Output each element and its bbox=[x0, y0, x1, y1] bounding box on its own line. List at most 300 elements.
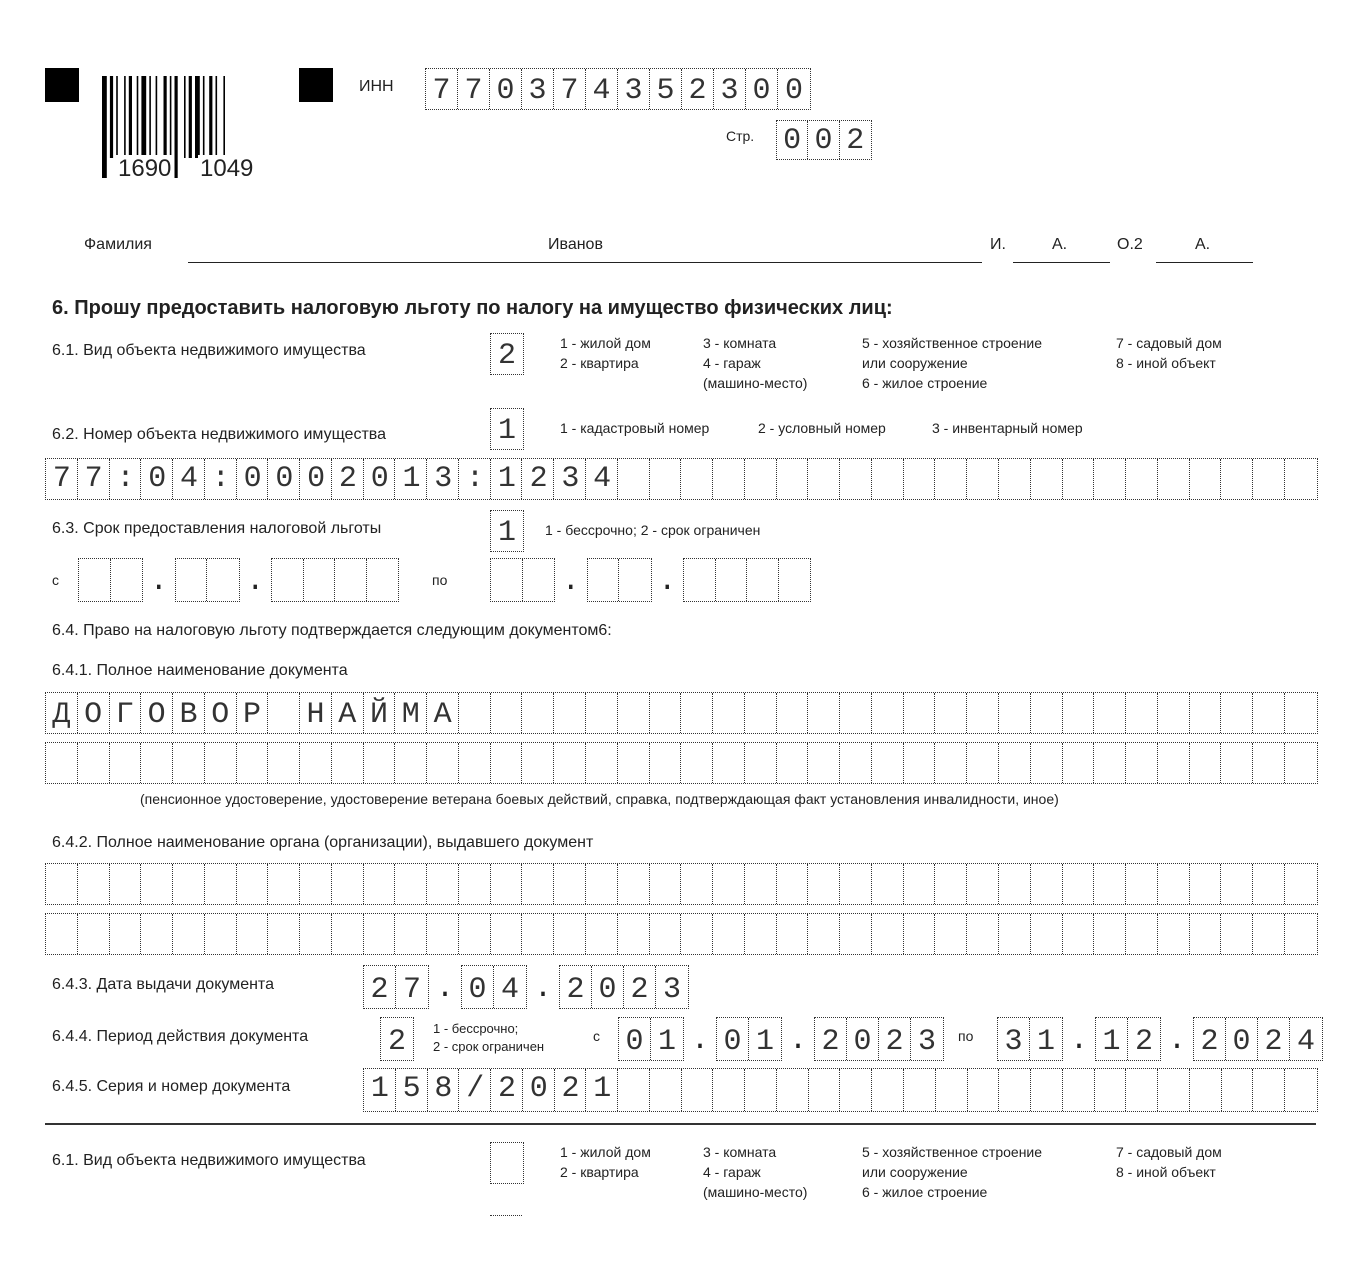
char-cell[interactable] bbox=[904, 693, 936, 733]
char-cell[interactable]: 0 bbox=[784, 74, 803, 108]
char-cell[interactable] bbox=[777, 1069, 809, 1111]
char-cell[interactable] bbox=[872, 459, 904, 499]
char-cell[interactable]: 4 bbox=[586, 69, 618, 109]
char-cell[interactable] bbox=[364, 914, 396, 954]
char-cell[interactable] bbox=[522, 914, 554, 954]
char-cell[interactable] bbox=[1158, 864, 1190, 904]
char-cell[interactable]: 7 bbox=[554, 69, 586, 109]
char-cell[interactable] bbox=[1190, 864, 1222, 904]
char-cell[interactable]: 2 bbox=[1134, 1025, 1153, 1059]
char-cell[interactable]: 2 bbox=[682, 69, 714, 109]
char-cell[interactable] bbox=[808, 693, 840, 733]
char-cell[interactable]: 2 bbox=[815, 1018, 847, 1060]
char-cell[interactable] bbox=[1253, 914, 1285, 954]
char-cell[interactable] bbox=[173, 743, 205, 783]
char-cell[interactable]: О bbox=[205, 693, 237, 733]
char-cell[interactable] bbox=[1158, 1069, 1190, 1111]
s644-options: 1 - бессрочно; 2 - срок ограничен bbox=[433, 1021, 545, 1054]
barcode-bar bbox=[189, 76, 192, 158]
char-cell[interactable] bbox=[1094, 864, 1126, 904]
char-cell[interactable] bbox=[650, 743, 682, 783]
s644-label: 6.4.4. Период действия документа bbox=[52, 1028, 309, 1045]
char-cell[interactable] bbox=[46, 914, 78, 954]
char-cell[interactable] bbox=[1031, 693, 1063, 733]
char-cell[interactable] bbox=[809, 1069, 841, 1111]
char-cell[interactable] bbox=[1031, 459, 1063, 499]
char-cell[interactable] bbox=[554, 864, 586, 904]
char-cell[interactable] bbox=[935, 459, 967, 499]
char-cell[interactable] bbox=[176, 559, 208, 601]
char-cell[interactable] bbox=[1031, 914, 1063, 954]
char-cell[interactable] bbox=[1221, 864, 1253, 904]
char-cell[interactable] bbox=[237, 743, 269, 783]
char-cell[interactable] bbox=[332, 864, 364, 904]
char-cell[interactable] bbox=[935, 864, 967, 904]
char-cell[interactable] bbox=[1222, 1069, 1254, 1111]
char-cell[interactable] bbox=[1063, 693, 1095, 733]
char-cell[interactable]: 4 bbox=[1296, 1025, 1315, 1059]
char-cell[interactable]: 1 bbox=[657, 1025, 676, 1059]
char-cell[interactable] bbox=[681, 864, 713, 904]
char-cell[interactable] bbox=[78, 743, 110, 783]
char-cell[interactable] bbox=[904, 743, 936, 783]
char-cell[interactable] bbox=[713, 864, 745, 904]
char-cell[interactable] bbox=[808, 459, 840, 499]
char-cell[interactable]: 0 bbox=[1226, 1018, 1258, 1060]
char-cell[interactable]: 0 bbox=[847, 1018, 879, 1060]
char-cell[interactable] bbox=[1190, 1069, 1222, 1111]
s641-line2-field[interactable] bbox=[45, 742, 1318, 784]
char-cell[interactable] bbox=[777, 864, 809, 904]
s643-date-field[interactable] bbox=[363, 965, 689, 1009]
char-cell[interactable] bbox=[872, 743, 904, 783]
char-cell[interactable] bbox=[904, 914, 936, 954]
char-cell[interactable] bbox=[999, 1069, 1031, 1111]
char-cell[interactable] bbox=[332, 743, 364, 783]
char-cell[interactable] bbox=[682, 1069, 714, 1111]
char-cell[interactable] bbox=[840, 743, 872, 783]
char-cell[interactable] bbox=[1285, 1069, 1317, 1111]
char-cell[interactable] bbox=[268, 743, 300, 783]
char-cell[interactable] bbox=[777, 459, 809, 499]
char-cell[interactable]: 0 bbox=[717, 1018, 749, 1060]
char-cell[interactable] bbox=[1094, 459, 1126, 499]
char-cell[interactable] bbox=[1126, 864, 1158, 904]
char-cell[interactable] bbox=[967, 864, 999, 904]
char-cell[interactable]: 2 bbox=[624, 966, 656, 1008]
char-cell[interactable]: Й bbox=[364, 693, 396, 733]
s63-from-date-field[interactable] bbox=[78, 558, 399, 602]
char-cell[interactable]: 3 bbox=[662, 973, 681, 1007]
char-cell[interactable] bbox=[650, 459, 682, 499]
char-cell[interactable] bbox=[1031, 864, 1063, 904]
char-cell[interactable] bbox=[1063, 459, 1095, 499]
char-cell[interactable] bbox=[304, 559, 336, 601]
char-cell[interactable] bbox=[300, 743, 332, 783]
char-cell[interactable] bbox=[1126, 743, 1158, 783]
char-cell[interactable] bbox=[618, 743, 650, 783]
s642-line2-field[interactable] bbox=[45, 913, 1318, 955]
char-cell[interactable] bbox=[586, 693, 618, 733]
s644-field[interactable] bbox=[380, 1017, 414, 1061]
char-cell[interactable] bbox=[205, 914, 237, 954]
char-cell[interactable] bbox=[999, 693, 1031, 733]
cadastral-number-field[interactable] bbox=[45, 458, 1318, 500]
char-cell[interactable] bbox=[586, 864, 618, 904]
char-cell[interactable] bbox=[872, 693, 904, 733]
s641-line1-field[interactable] bbox=[45, 692, 1318, 734]
char-cell[interactable] bbox=[78, 864, 110, 904]
char-cell[interactable] bbox=[713, 743, 745, 783]
char-cell[interactable]: М bbox=[395, 693, 427, 733]
char-cell[interactable]: 2 bbox=[1194, 1018, 1226, 1060]
char-cell[interactable]: 0 bbox=[746, 69, 778, 109]
char-cell[interactable] bbox=[205, 743, 237, 783]
char-cell[interactable] bbox=[808, 914, 840, 954]
char-cell[interactable]: В bbox=[173, 693, 205, 733]
char-cell[interactable] bbox=[840, 693, 872, 733]
char-cell[interactable] bbox=[491, 914, 523, 954]
char-cell[interactable]: 0 bbox=[490, 69, 522, 109]
char-cell[interactable] bbox=[808, 743, 840, 783]
char-cell[interactable] bbox=[427, 864, 459, 904]
char-cell[interactable] bbox=[745, 459, 777, 499]
char-cell[interactable] bbox=[205, 864, 237, 904]
char-cell[interactable] bbox=[459, 914, 491, 954]
char-cell[interactable] bbox=[1253, 459, 1285, 499]
char-cell[interactable] bbox=[1190, 693, 1222, 733]
char-cell[interactable]: 0 bbox=[592, 966, 624, 1008]
char-cell[interactable] bbox=[968, 1069, 1000, 1111]
char-cell[interactable] bbox=[967, 914, 999, 954]
char-cell[interactable] bbox=[872, 914, 904, 954]
s63-field[interactable] bbox=[490, 510, 524, 552]
char-cell[interactable] bbox=[650, 1069, 682, 1111]
char-cell[interactable]: 3 bbox=[714, 69, 746, 109]
char-cell[interactable] bbox=[777, 743, 809, 783]
char-cell[interactable] bbox=[1094, 914, 1126, 954]
initial-1-value[interactable]: А. bbox=[1052, 236, 1068, 253]
char-cell[interactable] bbox=[904, 459, 936, 499]
char-cell[interactable]: 0 bbox=[777, 121, 808, 159]
char-cell[interactable] bbox=[1063, 864, 1095, 904]
char-cell[interactable]: 2 bbox=[364, 966, 396, 1008]
char-cell[interactable] bbox=[1063, 914, 1095, 954]
char-cell[interactable]: 1 bbox=[497, 516, 516, 550]
char-cell[interactable] bbox=[1253, 693, 1285, 733]
char-cell[interactable]: 2 bbox=[560, 966, 592, 1008]
char-cell[interactable] bbox=[650, 864, 682, 904]
char-cell[interactable] bbox=[554, 743, 586, 783]
char-cell[interactable] bbox=[779, 559, 811, 601]
char-cell[interactable] bbox=[1158, 743, 1190, 783]
surname-label: Фамилия bbox=[84, 236, 152, 253]
char-cell[interactable]: 3 bbox=[618, 69, 650, 109]
char-cell[interactable]: 3 bbox=[998, 1018, 1030, 1060]
char-cell[interactable]: 5 bbox=[650, 69, 682, 109]
char-cell[interactable] bbox=[586, 914, 618, 954]
char-cell[interactable] bbox=[872, 1069, 904, 1111]
char-cell[interactable] bbox=[777, 693, 809, 733]
barcode-bar bbox=[223, 76, 225, 158]
char-cell[interactable] bbox=[618, 864, 650, 904]
char-cell[interactable] bbox=[268, 693, 300, 733]
char-cell[interactable]: 2 bbox=[879, 1018, 911, 1060]
char-cell[interactable]: 0 bbox=[462, 966, 494, 1008]
char-cell[interactable] bbox=[1221, 459, 1253, 499]
char-cell[interactable] bbox=[110, 914, 142, 954]
char-cell[interactable] bbox=[840, 459, 872, 499]
char-cell[interactable] bbox=[141, 743, 173, 783]
char-cell[interactable] bbox=[1126, 693, 1158, 733]
char-cell[interactable] bbox=[364, 743, 396, 783]
char-cell[interactable]: 1 bbox=[497, 414, 516, 448]
char-cell[interactable] bbox=[872, 864, 904, 904]
char-cell[interactable] bbox=[491, 1143, 523, 1183]
char-cell[interactable] bbox=[745, 1069, 777, 1111]
char-cell[interactable] bbox=[745, 914, 777, 954]
char-cell[interactable] bbox=[1094, 693, 1126, 733]
char-cell[interactable] bbox=[237, 864, 269, 904]
char-cell[interactable] bbox=[904, 864, 936, 904]
s642-line1-field[interactable] bbox=[45, 863, 1318, 905]
char-cell[interactable] bbox=[554, 693, 586, 733]
char-cell[interactable] bbox=[78, 914, 110, 954]
char-cell[interactable]: 7 bbox=[426, 69, 458, 109]
char-cell[interactable] bbox=[808, 864, 840, 904]
char-cell[interactable]: Д bbox=[46, 693, 78, 733]
char-cell[interactable] bbox=[1221, 743, 1253, 783]
char-cell[interactable] bbox=[1063, 1069, 1095, 1111]
char-cell[interactable]: О bbox=[78, 693, 110, 733]
char-cell[interactable]: А bbox=[332, 693, 364, 733]
char-cell[interactable] bbox=[554, 914, 586, 954]
char-cell[interactable] bbox=[684, 559, 716, 601]
char-cell[interactable] bbox=[427, 914, 459, 954]
char-cell[interactable] bbox=[619, 559, 651, 601]
char-cell[interactable]: 2 bbox=[846, 124, 865, 158]
char-cell[interactable] bbox=[272, 559, 304, 601]
char-cell[interactable] bbox=[713, 914, 745, 954]
char-cell[interactable] bbox=[650, 914, 682, 954]
char-cell[interactable] bbox=[1221, 693, 1253, 733]
char-cell[interactable] bbox=[999, 864, 1031, 904]
s61b-field[interactable] bbox=[490, 1142, 524, 1184]
char-cell[interactable] bbox=[207, 559, 239, 601]
char-cell[interactable] bbox=[268, 864, 300, 904]
char-cell[interactable] bbox=[618, 693, 650, 733]
date-separator: . bbox=[1069, 1024, 1088, 1058]
char-cell[interactable] bbox=[1190, 743, 1222, 783]
char-cell[interactable] bbox=[110, 743, 142, 783]
char-cell[interactable]: 0 bbox=[619, 1018, 651, 1060]
char-cell[interactable]: 2 bbox=[387, 1025, 406, 1059]
char-cell[interactable] bbox=[967, 459, 999, 499]
char-cell[interactable] bbox=[681, 914, 713, 954]
char-cell[interactable] bbox=[1094, 743, 1126, 783]
char-cell[interactable] bbox=[777, 914, 809, 954]
char-cell[interactable] bbox=[840, 914, 872, 954]
char-cell[interactable]: О bbox=[141, 693, 173, 733]
char-cell[interactable] bbox=[173, 864, 205, 904]
char-cell[interactable] bbox=[936, 1069, 968, 1111]
initial-2-underline bbox=[1156, 262, 1253, 263]
char-cell[interactable] bbox=[523, 559, 555, 601]
char-cell[interactable] bbox=[681, 459, 713, 499]
char-cell[interactable] bbox=[491, 559, 523, 601]
char-cell[interactable] bbox=[491, 743, 523, 783]
char-cell[interactable] bbox=[745, 693, 777, 733]
char-cell[interactable] bbox=[522, 693, 554, 733]
char-cell[interactable] bbox=[110, 864, 142, 904]
char-cell[interactable] bbox=[586, 743, 618, 783]
char-cell[interactable] bbox=[1126, 914, 1158, 954]
char-cell[interactable] bbox=[935, 743, 967, 783]
char-cell[interactable] bbox=[522, 864, 554, 904]
char-cell[interactable] bbox=[935, 693, 967, 733]
char-cell[interactable] bbox=[395, 864, 427, 904]
char-cell[interactable] bbox=[1253, 1069, 1285, 1111]
char-cell[interactable]: 3 bbox=[522, 69, 554, 109]
s644-to-date-field[interactable] bbox=[997, 1017, 1323, 1061]
char-cell[interactable] bbox=[395, 743, 427, 783]
char-cell[interactable]: А bbox=[427, 693, 459, 733]
page-field[interactable] bbox=[776, 120, 872, 160]
char-cell[interactable] bbox=[1285, 459, 1317, 499]
char-cell[interactable]: Г bbox=[110, 693, 142, 733]
char-cell[interactable] bbox=[173, 914, 205, 954]
char-cell[interactable]: 1 bbox=[1096, 1018, 1128, 1060]
char-cell[interactable] bbox=[904, 1069, 936, 1111]
char-cell[interactable] bbox=[1158, 914, 1190, 954]
char-cell[interactable] bbox=[1253, 864, 1285, 904]
char-cell[interactable] bbox=[522, 743, 554, 783]
char-cell[interactable] bbox=[46, 743, 78, 783]
s644-from-date-field[interactable] bbox=[618, 1017, 944, 1061]
char-cell[interactable]: 1 bbox=[755, 1025, 774, 1059]
char-cell[interactable] bbox=[300, 864, 332, 904]
s61-field[interactable] bbox=[490, 333, 524, 375]
char-cell[interactable]: 1 bbox=[1036, 1025, 1055, 1059]
char-cell[interactable] bbox=[332, 914, 364, 954]
char-cell[interactable] bbox=[713, 1069, 745, 1111]
char-cell[interactable] bbox=[141, 864, 173, 904]
date-separator: . bbox=[533, 972, 552, 1006]
char-cell[interactable] bbox=[268, 914, 300, 954]
char-cell[interactable] bbox=[1158, 693, 1190, 733]
char-cell[interactable] bbox=[999, 743, 1031, 783]
char-cell[interactable] bbox=[459, 743, 491, 783]
char-cell[interactable] bbox=[1158, 459, 1190, 499]
inn-field[interactable] bbox=[425, 68, 811, 110]
s63-to-date-field[interactable] bbox=[490, 558, 811, 602]
char-cell[interactable] bbox=[1190, 914, 1222, 954]
s61b-options-col4: 7 - садовый дом 8 - иной объект bbox=[1116, 1144, 1222, 1180]
char-cell[interactable] bbox=[1190, 459, 1222, 499]
char-cell[interactable] bbox=[335, 559, 367, 601]
char-cell[interactable] bbox=[1221, 914, 1253, 954]
char-cell[interactable]: 0 bbox=[808, 121, 839, 159]
char-cell[interactable] bbox=[1285, 743, 1317, 783]
s645-value: 158/2021 bbox=[370, 1072, 626, 1106]
page-label: Стр. bbox=[726, 128, 755, 144]
cell-group bbox=[425, 68, 811, 110]
barcode-bar bbox=[129, 76, 132, 158]
char-cell[interactable]: Р bbox=[237, 693, 269, 733]
char-cell[interactable] bbox=[999, 459, 1031, 499]
char-cell[interactable] bbox=[747, 559, 779, 601]
char-cell[interactable] bbox=[1031, 743, 1063, 783]
char-cell[interactable] bbox=[681, 693, 713, 733]
surname-underline bbox=[188, 262, 982, 263]
barcode-bar bbox=[102, 76, 107, 178]
cell-group bbox=[45, 692, 1318, 734]
barcode-bar bbox=[209, 76, 212, 158]
char-cell[interactable] bbox=[935, 914, 967, 954]
char-cell[interactable]: Н bbox=[300, 693, 332, 733]
char-cell[interactable] bbox=[967, 743, 999, 783]
char-cell[interactable] bbox=[459, 693, 491, 733]
char-cell[interactable] bbox=[1031, 1069, 1063, 1111]
char-cell[interactable] bbox=[713, 693, 745, 733]
char-cell[interactable] bbox=[1285, 914, 1317, 954]
char-cell[interactable] bbox=[716, 559, 748, 601]
char-cell[interactable] bbox=[681, 743, 713, 783]
char-cell[interactable] bbox=[745, 864, 777, 904]
char-cell[interactable] bbox=[745, 743, 777, 783]
char-cell[interactable] bbox=[967, 693, 999, 733]
char-cell[interactable] bbox=[1285, 693, 1317, 733]
char-cell[interactable]: 4 bbox=[500, 973, 519, 1007]
char-cell[interactable] bbox=[364, 864, 396, 904]
char-cell[interactable] bbox=[650, 693, 682, 733]
char-cell[interactable]: 3 bbox=[917, 1025, 936, 1059]
char-cell[interactable] bbox=[999, 914, 1031, 954]
char-cell[interactable] bbox=[491, 864, 523, 904]
char-cell[interactable] bbox=[840, 864, 872, 904]
char-cell[interactable] bbox=[1095, 1069, 1127, 1111]
initial-2-value[interactable]: А. bbox=[1195, 236, 1211, 253]
s62-field[interactable] bbox=[490, 408, 524, 450]
char-cell[interactable] bbox=[46, 864, 78, 904]
char-cell[interactable] bbox=[491, 693, 523, 733]
char-cell[interactable] bbox=[367, 559, 399, 601]
char-cell[interactable] bbox=[395, 914, 427, 954]
char-cell[interactable]: 2 bbox=[1258, 1018, 1290, 1060]
char-cell[interactable] bbox=[1285, 864, 1317, 904]
char-cell[interactable]: 2 bbox=[497, 339, 516, 373]
char-cell[interactable] bbox=[713, 459, 745, 499]
char-cell[interactable] bbox=[427, 743, 459, 783]
char-cell[interactable]: 7 bbox=[402, 973, 421, 1007]
char-cell[interactable] bbox=[840, 1069, 872, 1111]
char-cell[interactable] bbox=[111, 559, 143, 601]
surname-value[interactable]: Иванов bbox=[548, 236, 603, 253]
char-cell[interactable] bbox=[1126, 459, 1158, 499]
char-cell[interactable] bbox=[588, 559, 620, 601]
char-cell[interactable] bbox=[141, 914, 173, 954]
char-cell[interactable] bbox=[1126, 1069, 1158, 1111]
char-cell[interactable] bbox=[459, 864, 491, 904]
s645-field[interactable] bbox=[363, 1068, 1318, 1112]
char-cell[interactable] bbox=[1063, 743, 1095, 783]
char-cell[interactable] bbox=[79, 559, 111, 601]
char-cell[interactable] bbox=[1253, 743, 1285, 783]
char-cell[interactable] bbox=[237, 914, 269, 954]
char-cell[interactable] bbox=[618, 914, 650, 954]
char-cell[interactable] bbox=[300, 914, 332, 954]
char-cell[interactable]: 7 bbox=[458, 69, 490, 109]
